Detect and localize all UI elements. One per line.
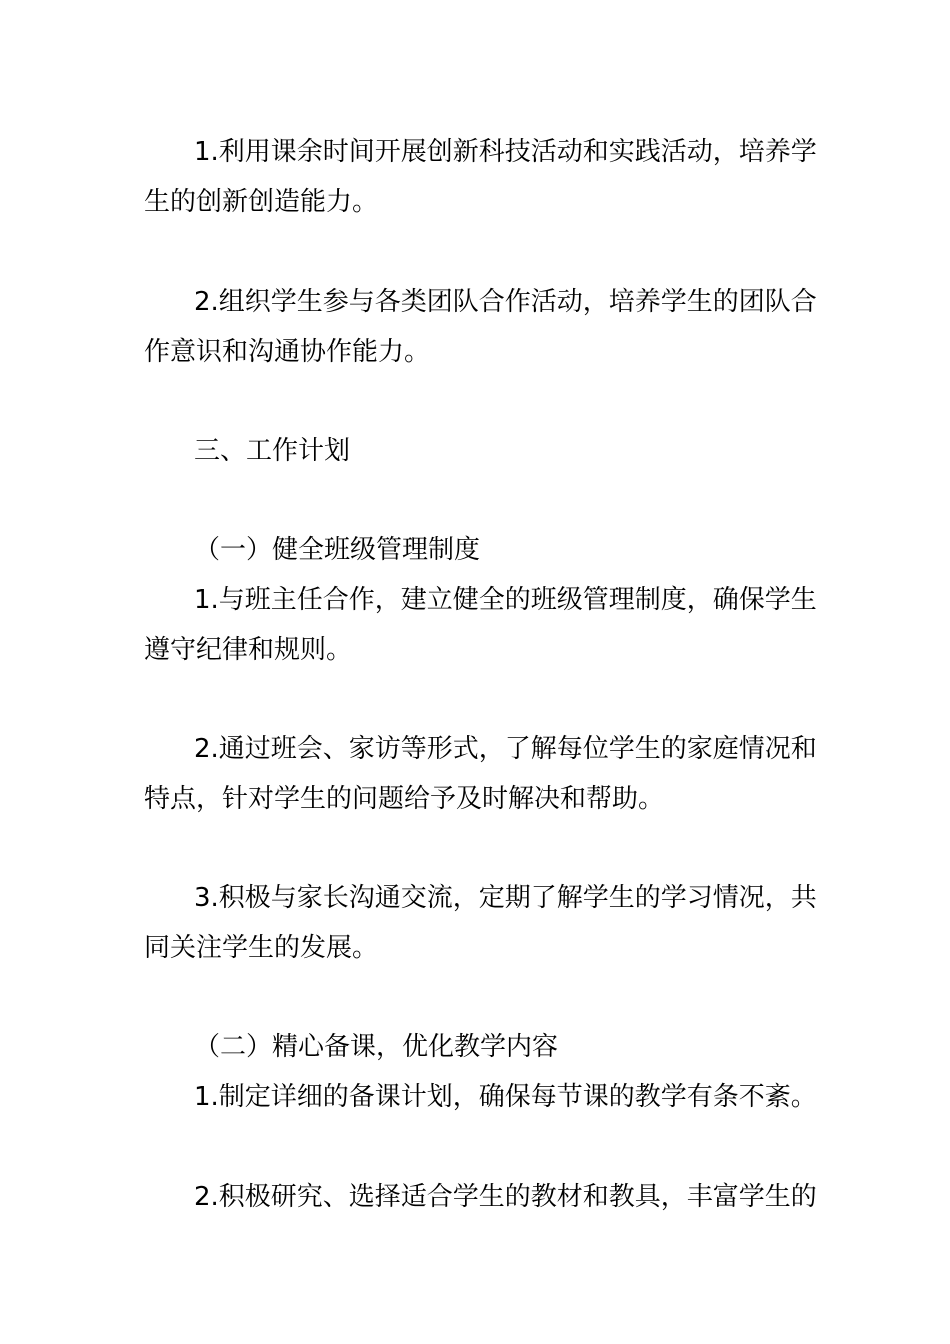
paragraph-1-line-2: 生的创新创造能力。 <box>144 187 379 217</box>
paragraph-5-line-1: 3.积极与家长沟通交流，定期了解学生的学习情况，共 <box>194 883 817 913</box>
paragraph-4-line-2: 特点，针对学生的问题给予及时解决和帮助。 <box>144 784 665 814</box>
paragraph-2-line-2: 作意识和沟通协作能力。 <box>144 337 431 367</box>
paragraph-7-line-1: 2.积极研究、选择适合学生的教材和教具，丰富学生的 <box>194 1182 817 1212</box>
paragraph-3-line-1: 1.与班主任合作，建立健全的班级管理制度，确保学生 <box>194 585 817 615</box>
paragraph-3-line-2: 遵守纪律和规则。 <box>144 635 353 665</box>
paragraph-6-line-1: 1.制定详细的备课计划，确保每节课的教学有条不紊。 <box>194 1082 817 1112</box>
paragraph-2-line-1: 2.组织学生参与各类团队合作活动，培养学生的团队合 <box>194 287 817 317</box>
paragraph-1-line-1: 1.利用课余时间开展创新科技活动和实践活动，培养学 <box>194 137 817 167</box>
subheading-lesson-prep: （二）精心备课，优化教学内容 <box>194 1032 559 1062</box>
subheading-class-management: （一）健全班级管理制度 <box>194 535 481 565</box>
paragraph-5-line-2: 同关注学生的发展。 <box>144 933 379 963</box>
paragraph-4-line-1: 2.通过班会、家访等形式，了解每位学生的家庭情况和 <box>194 734 817 764</box>
section-heading-work-plan: 三、工作计划 <box>194 436 351 466</box>
